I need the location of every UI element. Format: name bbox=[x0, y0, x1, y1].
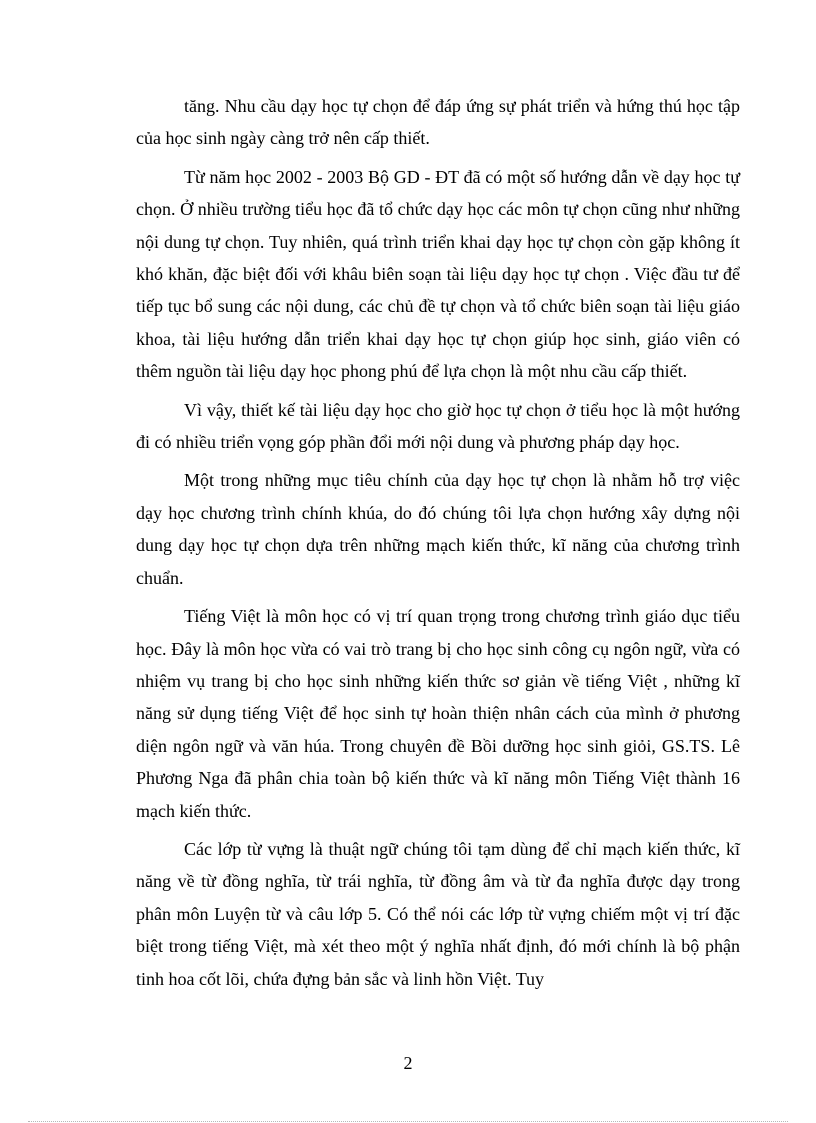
paragraph: Từ năm học 2002 - 2003 Bộ GD - ĐT đã có một số hướng dẫn về dạy học tự chọn. Ở nhiều trường tiểu học đã tổ chức dạy học các môn tự chọn cũng như những nội dung tự chọn. Tuy nhiên, quá trình triển khai dạy học tự chọn còn gặp không ít khó khăn, đặc biệt đối với khâu biên soạn tài liệu dạy học tự chọn . Việc đầu tư để tiếp tục bổ sung các nội dung, các chủ đề tự chọn và tổ chức biên soạn tài liệu giáo khoa, tài liệu hướng dẫn triển khai dạy học tự chọn giúp học sinh, giáo viên có thêm nguồn tài liệu dạy học phong phú để lựa chọn là một nhu cầu cấp thiết. bbox=[136, 166, 740, 382]
paragraph: Vì vậy, thiết kế tài liệu dạy học cho giờ học tự chọn ở tiểu học là một hướng đi có nhiều triển vọng góp phần đổi mới nội dung và phương pháp dạy học. bbox=[136, 399, 740, 453]
paragraph: Các lớp từ vựng là thuật ngữ chúng tôi tạm dùng để chỉ mạch kiến thức, kĩ năng về từ đồng nghĩa, từ trái nghĩa, từ đồng âm và từ đa nghĩa được dạy trong phân môn Luyện từ và câu lớp 5. Có thể nói các lớp từ vựng chiếm một vị trí đặc biệt trong tiếng Việt, mà xét theo một ý nghĩa nhất định, đó mới chính là bộ phận tinh hoa cốt lõi, chứa đựng bản sắc và linh hồn Việt. Tuy bbox=[136, 838, 740, 989]
paragraph: tăng. Nhu cầu dạy học tự chọn để đáp ứng sự phát triển và hứng thú học tập của học sinh ngày càng trở nên cấp thiết. bbox=[136, 96, 740, 149]
page-number: 2 bbox=[403, 1053, 413, 1073]
paragraph: Tiếng Việt là môn học có vị trí quan trọng trong chương trình giáo dục tiểu học. Đây là môn học vừa có vai trò trang bị cho học sinh công cụ ngôn ngữ, vừa có nhiệm vụ trang bị cho học sinh những kiến thức sơ giản về tiếng Việt , những kĩ năng sử dụng tiếng Việt để học sinh tự hoàn thiện nhân cách của mình ở phương diện ngôn ngữ và văn húa. Trong chuyên đề Bồi dưỡng học sinh giỏi, GS.TS. Lê Phương Nga đã phân chia toàn bộ kiến thức và kĩ năng môn Tiếng Việt thành 16 mạch kiến thức. bbox=[136, 606, 740, 821]
body-text bbox=[136, 90, 740, 1001]
paragraph: Một trong những mục tiêu chính của dạy học tự chọn là nhằm hỗ trợ việc dạy học chương trình chính khúa, do đó chúng tôi lựa chọn hướng xây dựng nội dung dạy học tự chọn dựa trên những mạch kiến thức, kĩ năng của chương trình chuẩn. bbox=[136, 470, 740, 588]
page-bottom-border bbox=[28, 1121, 788, 1122]
